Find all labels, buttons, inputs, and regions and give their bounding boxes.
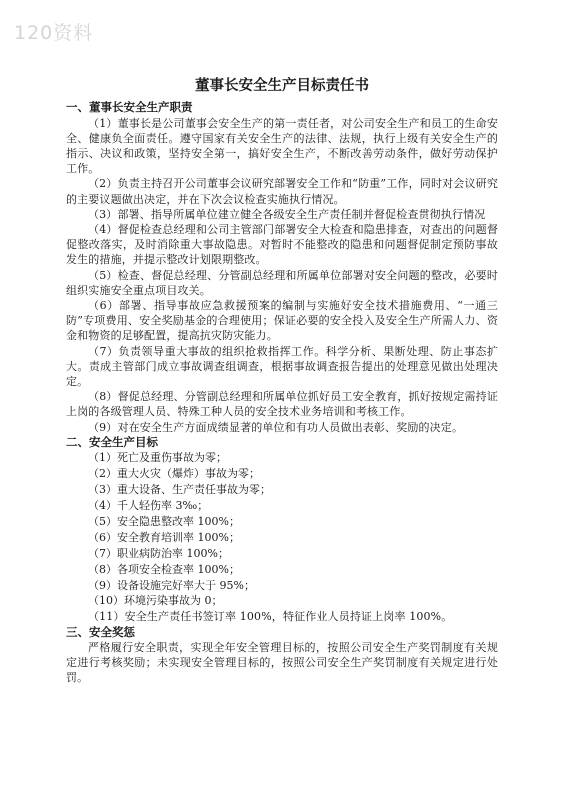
section-heading: 一、董事长安全生产职责 bbox=[66, 100, 193, 114]
section-duties bbox=[66, 100, 498, 435]
list-item: （6）安全教育培训率 100%； bbox=[88, 530, 240, 544]
paragraph: （5）检查、督促总经理、分管副总经理和所属单位部署对安全问题的整改，必要时组织实施安全重点项目攻关。 bbox=[66, 268, 498, 297]
section-heading: 二、安全生产目标 bbox=[66, 434, 158, 449]
paragraph: （8）督促总经理、分管副总经理和所属单位抓好员工安全教育，抓好按规定需持证上岗的各级管理人员、特殊工种人员的安全技术业务培训和考核工作。 bbox=[66, 390, 498, 419]
paragraph: （1）董事长是公司董事会安全生产的第一责任者，对公司安全生产和员工的生命安全、健康负全面责任。遵守国家有关安全生产的法律、法规，执行上级有关安全生产的指示、决议和政策，坚持安全第一，搞好安全生产，不断改善劳动条件，做好劳动保护工作。 bbox=[66, 116, 498, 176]
paragraph: （7）负责领导重大事故的组织抢救指挥工作。科学分析、果断处理、防止事态扩大。责成主管部门成立事故调查组调查，根据事故调查报告提出的处理意见做出处理决定。 bbox=[66, 344, 498, 388]
list-item: （5）安全隐患整改率 100%； bbox=[88, 514, 240, 528]
section-targets bbox=[66, 435, 498, 625]
list-item: （4）千人轻伤率 3‰； bbox=[88, 498, 209, 512]
paragraph: （4）督促检查总经理和公司主管部门部署安全大检查和隐患排查，对查出的问题督促整改落实，及时消除重大事故隐患。对暂时不能整改的隐患和问题督促制定预防事故发生的措施，并提示整改计划限期整改。 bbox=[66, 222, 498, 267]
list-item: （9）设备设施完好率大于 95%； bbox=[88, 578, 255, 592]
paragraph: （2）负责主持召开公司董事会议研究部署安全工作和“防重”工作，同时对会议研究的主要议题做出决定，并在下次会议检查实施执行情况。 bbox=[66, 177, 498, 206]
section-heading: 三、安全奖惩 bbox=[66, 624, 135, 639]
list-item: （10）环境污染事故为 0； bbox=[88, 594, 223, 608]
list-item: （11）安全生产责任书签订率 100%，特征作业人员持证上岗率 100%。 bbox=[88, 610, 453, 624]
watermark: 120资料 bbox=[14, 22, 94, 44]
list-item: （2）重大火灾（爆炸）事故为零； bbox=[88, 467, 260, 481]
list-item: （3）重大设备、生产责任事故为零； bbox=[88, 483, 271, 497]
paragraph: （9）对在安全生产方面成绩显著的单位和有功人员做出表彰、奖励的决定。 bbox=[88, 420, 464, 434]
section-rewards bbox=[66, 625, 498, 686]
list-item: （7）职业病防治率 100%； bbox=[88, 546, 229, 560]
paragraph: （3）部署、指导所属单位建立健全各级安全生产责任制并督促检查贯彻执行情况 bbox=[88, 207, 486, 221]
document-body bbox=[66, 76, 498, 686]
list-item: （1）死亡及重伤事故为零； bbox=[88, 451, 227, 465]
document-title: 董事长安全生产目标责任书 bbox=[195, 77, 369, 94]
list-item: （8）各项安全检查率 100%； bbox=[88, 562, 240, 576]
paragraph: （6）部署、指导事故应急救援预案的编制与实施好安全技术措施费用、“一通三防”专项费用、安全奖励基金的合理使用；保证必要的安全投入及安全生产所需人力、资金和物资的足够配置，提高抗灾防灾能力。 bbox=[66, 298, 498, 343]
paragraph: 严格履行安全职责，实现全年安全管理目标的，按照公司安全生产奖罚制度有关规定进行考核奖励；未实现安全管理目标的，按照公司安全生产奖罚制度有关规定进行处罚。 bbox=[66, 641, 498, 685]
